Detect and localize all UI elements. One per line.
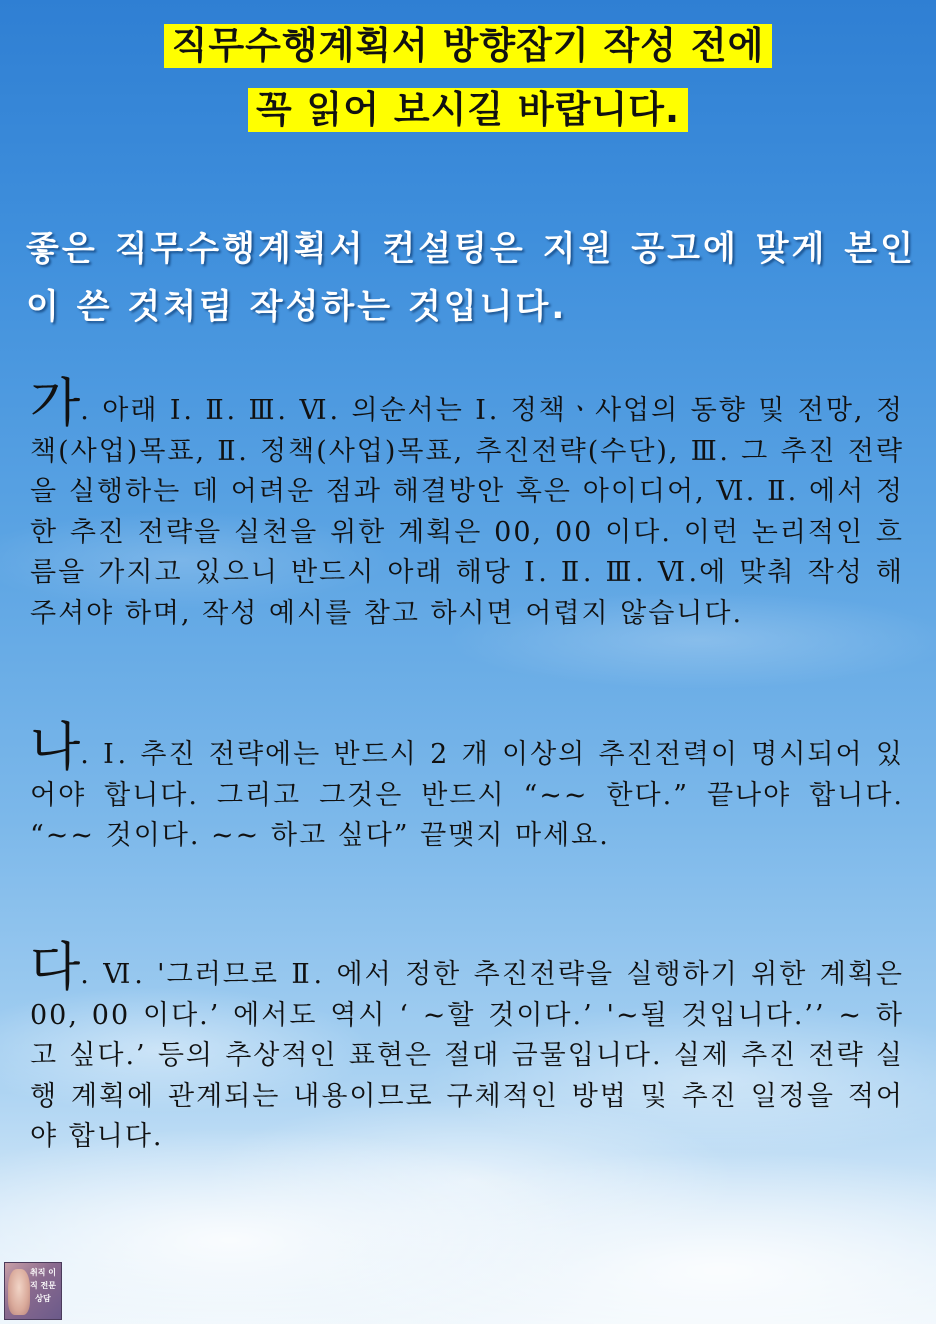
- section-text-na: . Ⅰ. 추진 전략에는 반드시 2 개 이상의 추진전력이 명시되어 있어야 합니다. 그리고 그것은 반드시 “~~ 한다.” 끝나야 합니다. “~~ 것이다. ~~ 하고 싶다” 끝맺지 마세요.: [30, 739, 904, 851]
- section-na: [30, 718, 904, 857]
- section-text-da: . Ⅵ. '그러므로 Ⅱ. 에서 정한 추진전략을 실행하기 위한 계획은 00, 00 이다.’ 에서도 역시 ‘ ~할 것이다.’ '~될 것입니다.’’ ~ 하고 싶다.’ 등의 추상적인 표현은 절대 금물입니다. 실제 추진 전략 실행 계획에 관계되는 내용이므로 구체적인 방법 및 추진 일정을 적어야 합니다.: [30, 959, 904, 1152]
- section-marker-da: 다: [30, 938, 81, 998]
- title-block: [0, 24, 936, 132]
- logo-text: 취직 이직 전문 상담: [30, 1268, 56, 1303]
- section-marker-na: 나: [30, 718, 81, 778]
- section-da: [30, 938, 904, 1158]
- section-text-ga: . 아래 Ⅰ. Ⅱ. Ⅲ. Ⅵ. 의순서는 Ⅰ. 정책ㆍ사업의 동향 및 전망, 정책(사업)목표, Ⅱ. 정책(사업)목표, 추진전략(수단), Ⅲ. 그 추진 전략을 실행하는 데 어려운 점과 해결방안 혹은 아이디어, Ⅵ. Ⅱ. 에서 정한 추진 전략을 실천을 위한 계획은 00, 00 이다. 이런 논리적인 흐름을 가지고 있으니 반드시 아래 해당 Ⅰ. Ⅱ. Ⅲ. Ⅵ.에 맞춰 작성 해 주셔야 하며, 작성 예시를 참고 하시면 어렵지 않습니다.: [30, 395, 904, 629]
- section-ga: [30, 374, 904, 634]
- title-line-2: 꼭 읽어 보시길 바랍니다.: [248, 88, 688, 132]
- logo-face-image: [8, 1269, 30, 1315]
- counseling-logo: [4, 1262, 62, 1320]
- intro-paragraph: 좋은 직무수행계획서 컨설팅은 지원 공고에 맞게 본인이 쓴 것처럼 작성하는 것입니다.: [26, 229, 916, 327]
- title-line-1: 직무수행계획서 방향잡기 작성 전에: [164, 24, 773, 68]
- section-marker-ga: 가: [30, 374, 81, 434]
